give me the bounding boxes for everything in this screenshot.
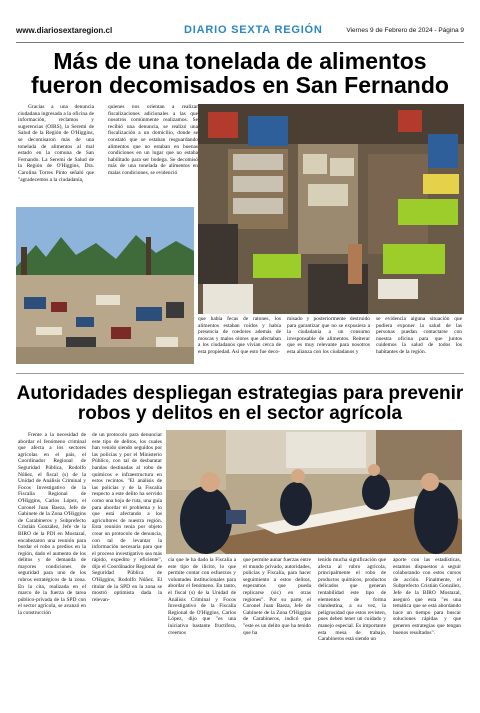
article2-title: [16, 384, 464, 424]
article2-column-5: tenido mucha significación que afecta al rubro agrícola, principalmente el robo de productos químicos, productos delicados que generan rentabilidad este tipo de elementos de forma clandestina, a su vez, la peligrosidad que estos revisten, pues deben tener un cuidado y manejo especial. Es importante esta mesa de trabajo, Carabineros está siendo un: [318, 557, 386, 643]
article2-column-6: aporte con las estadísticas, estamos dispuestos a seguir colaborando con estos cursos de acción. Finalmente, el Subprefecto Cristián González, Jefe de la BIRO Mostazal, aseguró que esta "es una temática que se está abordando hace un tiempo para buscar soluciones rápidas y que generen estrategias que tengan buenos resultados".: [393, 557, 461, 636]
article2-column-2: de un protocolo para denunciar este tipo de delitos, los cuales han venido siendo seguidos por las policías y por el Ministerio Público, con tal de desbaratar bandas destinadas al robo de químicos e infraestructura en estos recintos. "El análisis de las policías y de la Fiscalía respecto a este delito ha servido como una hoja de ruta, una guía para abordar el problema y lo que está afectando a los agricultores de nuestra región. Esta reunión tenía por objeto crear un protocolo de denuncia, con tal de levantar la información necesaria para que el proceso investigativo sea más rápido, expedito y eficiente", dijo el Coordinador Regional de Seguridad Pública de O'Higgins, Rodolfo Núñez. El titular de la SPD en la zona se mostró optimista dada la relevan-: [92, 432, 162, 603]
page-header: [16, 26, 464, 40]
site-url: www.diariosextaregion.cl: [16, 26, 113, 35]
article1-column-4: misado y posteriormente destruido para garantizar que no se expusiera a la ciudadanía a un consumo irresponsable de alimentos. Reiterar que es muy relevante para nosotros esta alianza con los ciudadanos y: [287, 316, 370, 355]
article1-title-line1: Más de una tonelada de alimentos: [53, 48, 427, 74]
header-rule: [16, 42, 464, 43]
article2-column-3: cia que le ha dado la Fiscalía a este tipo de ilícito, lo que permite contar con esfuerzos y voluntades institucionales para abordar el fenómeno. En tanto, el fiscal (s) de la Unidad de Análisis Criminal y Focos Investigativo de la Fiscalía Regional de O'Higgins, Carlos López, dijo que "es una iniciativa bastante fructífera, creemos: [168, 557, 236, 636]
article2-title-line2: robos y delitos en el sector agrícola: [77, 402, 403, 424]
article-separator: [16, 373, 464, 374]
article1-column-5: se evidencia alguna situación que pudiera exponer la salud de las personas puedan contactarse con nuestra oficina para que juntos cuidemos la salud de todos los habitantes de la región.: [376, 316, 462, 355]
article2-column-1: Frente a la necesidad de abordar el fenómeno criminal que afecta a los sectores agrícolas en el país, el Coordinador Regional de Seguridad Pública, Rodolfo Núñez, el fiscal (s) de la Unidad de Análisis Criminal y Focos Investigativo de la Fiscalía Regional de O'Higgins, Carlos López, el Coronel Juan Baeza, Jefe de Gabinete de la Zona O'Higgins de Carabineros y Subprefecto Cristián González, Jefe de la BIRO de la PDI en Mostazal, encabezaron una reunión para bordar el robo a predios en la región, dado el aumento de los delitos y de demanda de mayores condiciones de seguridad para uno de los rubros estratégicos de la zona. En la cita, realizada en el marco de la fuerza de tarea público-privada de la SPD con el sector agrícola, se avanzó en la construcción: [18, 432, 86, 617]
article1-title: [16, 49, 464, 97]
article1-photo-warehouse: [198, 104, 464, 314]
article1-photo-dump: [16, 207, 194, 364]
article2-title-line1: Autoridades despliegan estrategias para prevenir: [16, 383, 464, 404]
article1-column-2: quienes nos orientan a realizar fiscalizaciones adicionales a las que nosotros comúnmente realizamos. Se recibió una denuncia, se realizó una fiscalización a un domicilio, donde se constató que se estaban resguardando alimentos que no estaban en buenas condiciones en un lugar que no estaba habilitado para ser bodega. Se decomisó más de una tonelada de alimentos en malas condiciones, se evidenció: [108, 104, 198, 176]
article2-photo-meeting: [166, 430, 462, 554]
article1-column-1: Gracias a una denuncia ciudadana ingresada a la oficina de información, reclamos y sugerencias (OIRS), la Seremi de Salud de la Región de O'Higgins, se decomisaron más de una tonelada de alimentos al mal estado en la comuna de San Fernando. La Seremi de Salud de la Región de O'Higgins, Dra. Carolina Torres Pinto señaló que "agradecemos a la ciudadanía,: [18, 104, 94, 183]
article1-column-3: que había fecas de ratones, los alimentos estaban roídos y había presencia de roedores además de moscas y malos olores que afectaban a los ciudadanos que vivían cerca de esta propiedad. Así que esto fue deco-: [198, 316, 281, 355]
newspaper-brand: DIARIO SEXTA REGIÓN: [184, 24, 323, 36]
date-page: Viernes 9 de Febrero de 2024 - Página 9: [346, 27, 464, 34]
article1-title-line2: fueron decomisados en San Fernando: [31, 72, 449, 99]
article2-column-4: que permite aunar fuerzas entre el mundo privado, autoridades, policías y Fiscalía, para hacer seguimiento a estos delitos, esperamos que pueda replicarse (sic) en otras regiones". Por su parte, el Coronel Juan Baeza, Jefe de Gabinete de la Zona O'Higgins de Carabineros, indicó que "este es un delito que ha tenido que ha: [243, 557, 311, 636]
